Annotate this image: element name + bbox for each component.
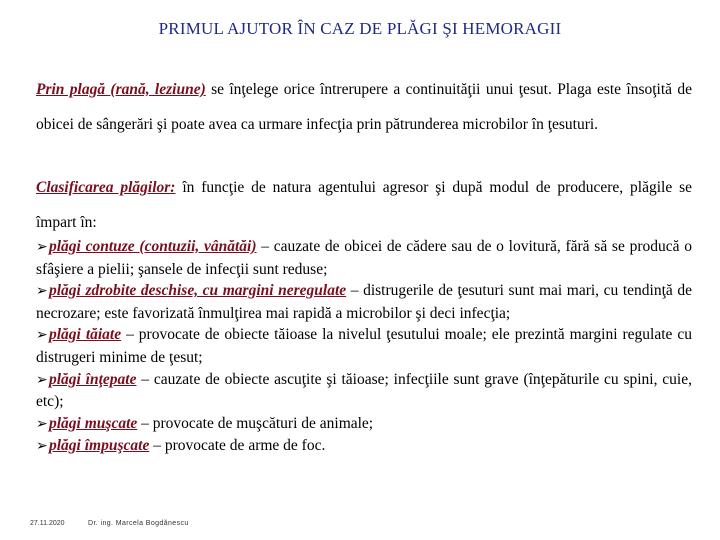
list-item [36,236,692,280]
list-item-text: – cauzate de obiecte ascuţite şi tăioase; infecţiile sunt grave (înţepăturile cu spini, cuie, etc); [36,370,692,411]
list-item-text: – provocate de arme de foc. [149,437,326,455]
classification-term: Clasificarea plăgilor: [36,179,176,196]
arrow-right-icon: ➢ [36,415,48,432]
definition-term: Prin plagă (rană, leziune) [36,81,206,98]
arrow-right-icon: ➢ [36,438,48,455]
list-item [36,413,692,436]
classification-text: în funcţie de natura agentului agresor şi după modul de producere, plăgile se împart în: [36,179,692,231]
list-item [36,324,692,368]
list-item [36,435,692,458]
definition-paragraph [36,72,692,142]
arrow-right-icon: ➢ [36,327,48,344]
arrow-right-icon: ➢ [36,283,48,300]
list-item-term: plăgi înţepate [49,370,137,388]
page-title: PRIMUL AJUTOR ÎN CAZ DE PLĂGI ŞI HEMORAGII [158,19,562,38]
list-item-term: plăgi muşcate [49,414,138,432]
list-item-term: plăgi zdrobite deschise, cu margini neregulate [49,282,347,300]
arrow-right-icon: ➢ [36,239,48,255]
footer-author: Dr. ing. Marcela Bogdănescu [88,520,189,527]
classification-paragraph [36,170,692,240]
list-item [36,369,692,413]
list-item-text: – distrugerile de ţesuturi sunt mai mari, cu tendinţă de necrozare; este favorizată înmulţirea mai rapidă a microbilor şi deci infecţia; [36,282,692,322]
footer-date: 27.11.2020 [30,520,65,527]
list-item-text: – cauzate de obicei de cădere sau de o lovitură, fără să se producă o sfâşiere a pielii; şansele de infecţii sunt reduse; [36,238,692,278]
wound-types-list [36,236,692,458]
arrow-right-icon: ➢ [36,371,48,388]
list-item-term: plăgi contuze (contuzii, vânătăi) [49,238,257,255]
list-item-text: – provocate de muşcături de animale; [137,414,374,432]
list-item-term: plăgi împuşcate [49,437,150,455]
list-item-text: – provocate de obiecte tăioase la nivelul ţesutului moale; ele prezintă margini regulate cu distrugeri minime de ţesut; [36,326,692,366]
definition-text: se înţelege orice întrerupere a continuităţii unui ţesut. Plaga este însoţită de obicei de sângerări şi poate avea ca urmare infecţia prin pătrunderea microbilor în ţesuturi. [36,81,692,133]
list-item [36,280,692,324]
list-item-term: plăgi tăiate [49,326,122,344]
